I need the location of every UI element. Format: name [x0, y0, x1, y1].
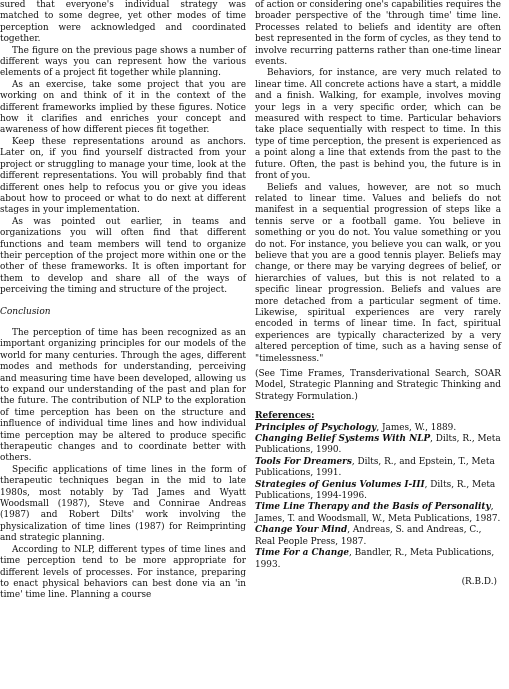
reference-title: Principles of Psychology	[255, 422, 377, 433]
section-gap	[0, 318, 246, 328]
reference-details: , Andreas, S. and Andreas, C., Real People Press, 1987.	[255, 525, 482, 547]
reference-details: , Dilts, R., Meta Publications, 1994-1996.	[255, 479, 496, 502]
reference-details: , Dilts, R., and Epstein, T., Meta Publications, 1991.	[255, 456, 495, 479]
references-heading: References:	[255, 411, 315, 422]
paragraph-behaviors: Behaviors, for instance, are very much related to linear time. All concrete actions have a start, a middle and a finish. Walking, for example, involves moving your legs in a very specific order, which can be measured with respect to time. Particular behaviors take place sequentially with respect to time. In this type of time perception, the present is experienced as a point along a line that extends from the past to the future. Often, the past is behind you, the future is in front of you.	[255, 68, 501, 182]
section-gap	[255, 403, 501, 411]
reference-item	[245, 548, 501, 571]
paragraph-conclusion: The perception of time has been recognized as an important organizing principles for our models of the world for many centuries. Through the ages, different modes and methods for understanding, perceiving and measuring time have been developed, allowing us to expand our understanding of the past and plan for the future. The contribution of NLP to the exploration of time perception has been on the structure and influence of individual time lines and how individual time perception may be altered to produce specific therapeutic changes and to coordinate better with others.	[0, 327, 246, 464]
reference-details: , James, W., 1889.	[376, 422, 457, 433]
reference-item	[245, 434, 501, 457]
section-gap	[0, 297, 246, 307]
paragraph-intro: sured that everyone's individual strategy was matched to some degree, yet other modes of time perception were acknowledged and coordinated together.	[0, 0, 246, 45]
reference-item	[245, 502, 501, 525]
paragraph-beliefs: Beliefs and values, however, are not so much related to linear time. Values and beliefs do not manifest in a sequential progression of steps like a tennis serve or a football game. You believe in something or you do not. You value something or you do not. For instance, you believe you can walk, or you believe that you are a good tennis player. Beliefs may change, or there may be varying degrees of belief, or hierarchies of values, but this is not related to a specific linear progression. Beliefs and values are more detached from a particular segment of time. Likewise, spiritual experiences are very rarely encoded in terms of linear time. In fact, spiritual experiences are typically characterized by a very altered perception of time, such as a having sense of "timelessness."	[255, 182, 501, 364]
paragraph-anchors: Keep these representations around as anchors. Later on, if you find yourself distracted from your project or struggling to manage your time, look at the different representations. You will probably find that different ones help to refocus you or give you ideas about how to proceed or what to do next at different stages in your implementation.	[0, 136, 246, 216]
paragraph-continued: of action or considering one's capabilities requires the broader perspective of the 'through time' time line. Processes related to beliefs and identity are often best represented in the form of cycles, as they tend to involve recurring patterns rather than one-time linear events.	[255, 0, 501, 68]
see-also-note: (See Time Frames, Transderivational Search, SOAR Model, Strategic Planning and Strategic Thinking and Strategy Formulation.)	[255, 369, 501, 402]
reference-item	[245, 457, 501, 480]
reference-item	[245, 480, 501, 503]
paragraph-applications: Specific applications of time lines in the form of therapeutic techniques began in the mid to late 1980s, most notably by Tad James and Wyatt Woodsmall (1987), Steve and Connirae Andreas (1987) and Robert Dilts' work involving the physicalization of time lines (1987) for Reimprinting and strategic planning.	[0, 464, 246, 544]
reference-title: Changing Belief Systems With NLP	[255, 434, 431, 445]
reference-title: Change Your Mind	[255, 525, 348, 536]
reference-details: , Bandler, R., Meta Publications, 1993.	[255, 548, 495, 570]
paragraph-figure: The figure on the previous page shows a number of different ways you can represent how the various elements of a project fit together while planning.	[0, 45, 246, 79]
reference-item	[245, 423, 501, 434]
reference-title: Time For a Change	[255, 548, 350, 559]
reference-title: Strategies of Genius Volumes I-III	[255, 479, 425, 490]
conclusion-heading: Conclusion	[0, 306, 51, 317]
author-signature: (R.B.D.)	[461, 576, 497, 587]
right-column	[255, 0, 501, 689]
reference-title: Tools For Dreamers	[255, 456, 352, 467]
reference-details: , James, T. and Woodsmall, W., Meta Publications, 1987.	[255, 502, 501, 524]
paragraph-nlp: According to NLP, different types of time lines and time perception tend to be more appropriate for different levels of processes. For instance, preparing to enact physical behaviors can best done via an 'in time' time line. Planning a course	[0, 544, 246, 601]
paragraph-teams: As was pointed out earlier, in teams and organizations you will often find that different functions and team members will tend to organize their perception of the project more within one or the other of these frameworks. It is often important for them to develop and share all of the ways of perceiving the timing and structure of the project.	[0, 216, 246, 296]
reference-item	[245, 525, 501, 548]
paragraph-exercise: As an exercise, take some project that you are working on and think of it in the context of the different frameworks implied by these figures. Notice how it clarifies and enriches your concept and awareness of how different pieces fit together.	[0, 79, 246, 136]
left-column	[0, 0, 246, 689]
references-list	[255, 423, 501, 571]
reference-details: , Dilts, R., Meta Publications, 1990.	[255, 434, 501, 456]
reference-title: Time Line Therapy and the Basis of Personality	[255, 502, 491, 513]
